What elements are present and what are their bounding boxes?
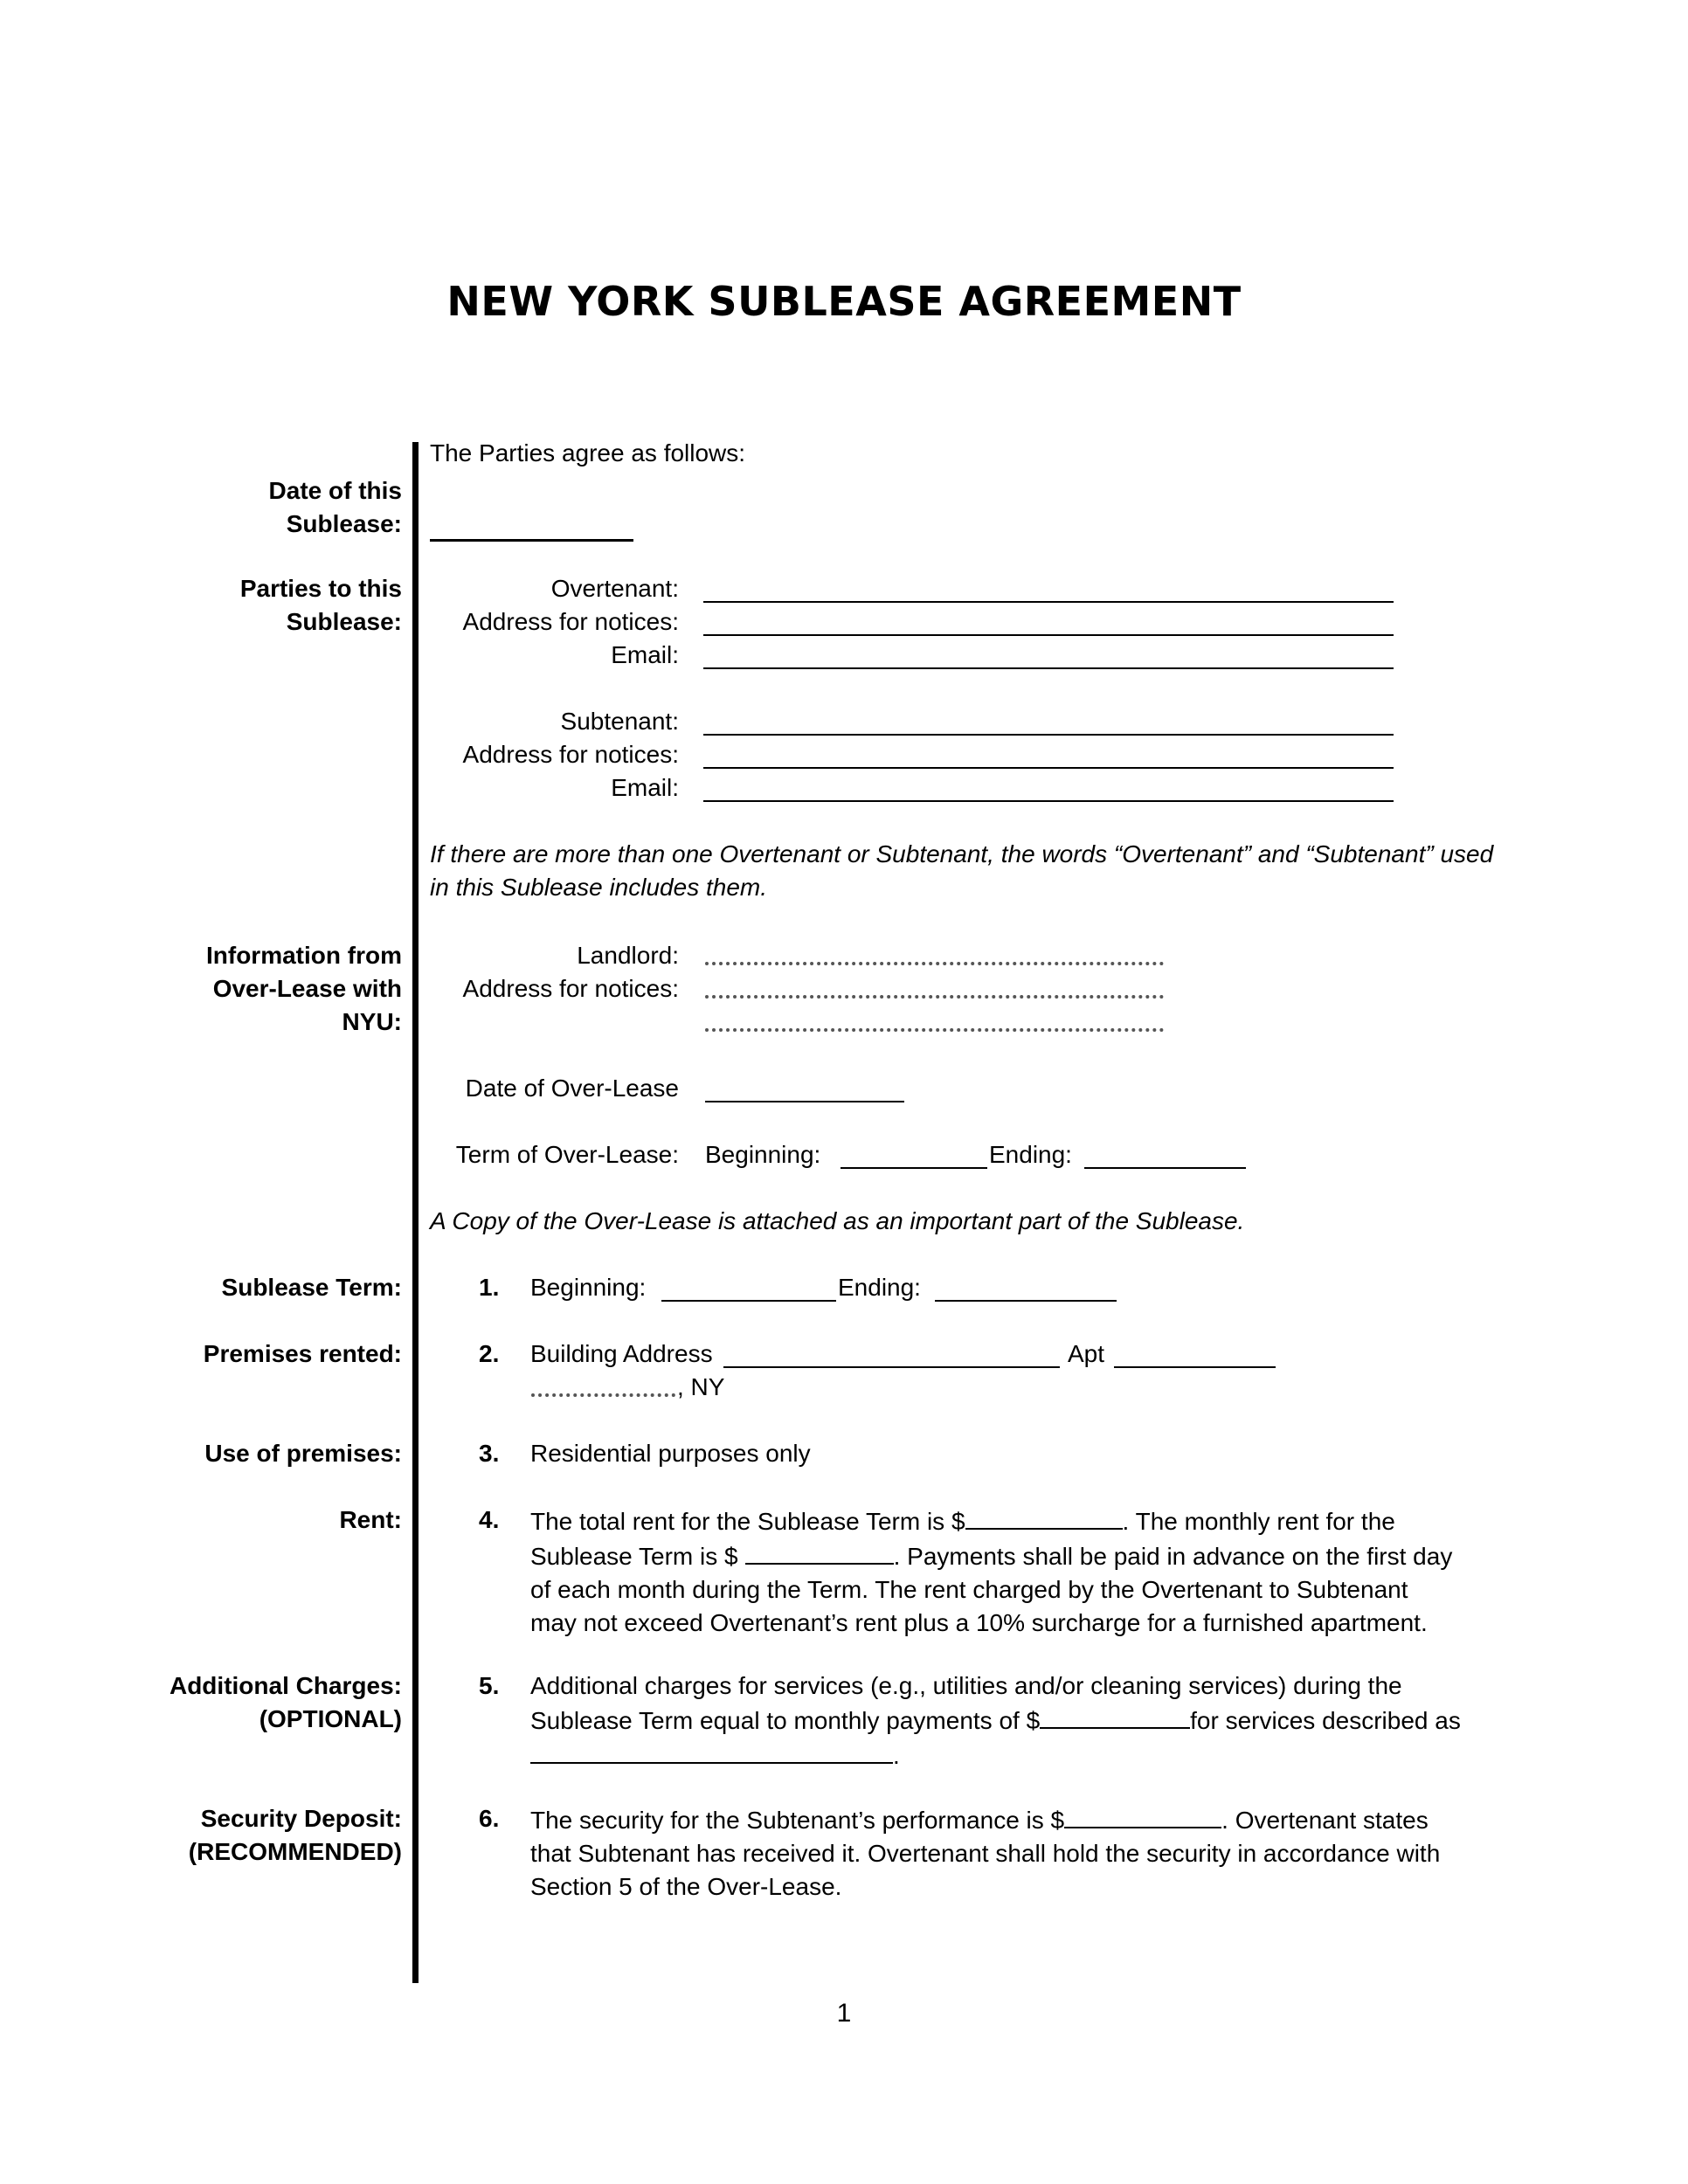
overlease-ending-label: Ending: [989,1141,1072,1168]
term-ending-label: Ending: [838,1274,921,1301]
subtenant-address-field[interactable] [703,767,1394,769]
building-address-field[interactable] [723,1366,1060,1368]
overtenant-label: Overtenant: [550,575,679,602]
side-label-overlease [35,939,402,1039]
rent-text: Sublease Term is $ [530,1543,738,1570]
side-label-line: Information from [206,942,402,969]
security-line-1 [530,1802,1483,1837]
ny-label: , NY [677,1373,725,1400]
side-label-line: (OPTIONAL) [259,1705,402,1732]
intro-text: The Parties agree as follows: [430,439,746,467]
multiple-parties-note: If there are more than one Overtenant or Subtenant, the words “Overtenant” and “Subtenant” used in this Sublease includes them. [430,840,1494,901]
overtenant-email-field[interactable] [703,667,1394,669]
item-number-5: 5. [479,1672,500,1699]
side-label-additional [35,1669,402,1736]
apt-label: Apt [1068,1340,1105,1367]
additional-text: . [893,1742,900,1769]
side-label-line: NYU: [342,1008,402,1035]
additional-text: for services described as [1190,1707,1461,1734]
overlease-date-field[interactable] [705,1101,904,1102]
security-line-2: that Subtenant has received it. Overtenant shall hold the security in accordance with [530,1840,1441,1867]
subtenant-field[interactable] [703,734,1394,736]
additional-line-3 [530,1738,1483,1773]
rent-line-2 [530,1538,1483,1573]
side-label-line: (RECOMMENDED) [188,1838,402,1865]
security-line-3: Section 5 of the Over-Lease. [530,1873,842,1900]
term-beginning-label: Beginning: [530,1274,647,1301]
side-label-security [35,1802,402,1869]
security-amount-field[interactable] [1064,1802,1221,1828]
side-label-line: Date of this [268,477,402,504]
term-beginning-field[interactable] [661,1300,836,1302]
city-field[interactable] [531,1393,675,1397]
security-text: The security for the Subtenant’s performance is $ [530,1807,1065,1834]
apt-field[interactable] [1114,1366,1276,1368]
overlease-beginning-label: Beginning: [705,1141,821,1168]
rent-paragraph [530,1503,1483,1640]
security-text: . Overtenant states [1221,1807,1429,1834]
overlease-beginning-field[interactable] [841,1167,987,1169]
subtenant-label: Subtenant: [560,708,679,735]
side-label-rent: Rent: [339,1506,402,1533]
side-label-parties [35,572,402,639]
rent-line-4: may not exceed Overtenant’s rent plus a 10% surcharge for a furnished apartment. [530,1609,1428,1636]
overtenant-address-field[interactable] [703,634,1394,636]
additional-charge-field[interactable] [1040,1703,1190,1729]
item-number-4: 4. [479,1506,500,1533]
side-label-line: Sublease: [286,510,402,537]
overtenant-email-label: Email: [611,641,679,668]
rent-line-3: of each month during the Term. The rent charged by the Overtenant to Subtenant [530,1576,1408,1603]
left-margin-rule [412,442,419,1983]
item-number-1: 1. [479,1274,500,1301]
overtenant-field[interactable] [703,601,1394,603]
subtenant-email-label: Email: [611,774,679,801]
side-label-line: Additional Charges: [169,1672,402,1699]
term-ending-field[interactable] [935,1300,1117,1302]
building-address-label: Building Address [530,1340,713,1367]
landlord-label: Landlord: [577,942,679,969]
landlord-address-field[interactable] [705,995,1164,999]
side-label-line: Over-Lease with [212,975,402,1002]
item-number-2: 2. [479,1340,500,1367]
total-rent-field[interactable] [965,1503,1123,1530]
rent-text: . Payments shall be paid in advance on the first day [893,1543,1453,1570]
side-label-line: Security Deposit: [200,1805,402,1832]
overlease-copy-note: A Copy of the Over-Lease is attached as an important part of the Sublease. [430,1207,1245,1234]
side-label-line: Sublease: [286,608,402,635]
item-number-3: 3. [479,1440,500,1467]
additional-line-1: Additional charges for services (e.g., utilities and/or cleaning services) during the [530,1672,1402,1699]
side-label-sublease-term: Sublease Term: [221,1274,402,1301]
side-label-line: Parties to this [239,575,402,602]
additional-line-2 [530,1703,1483,1738]
use-text: Residential purposes only [530,1440,811,1467]
sublease-date-field[interactable] [430,539,633,542]
overlease-ending-field[interactable] [1084,1167,1246,1169]
side-label-date [35,474,402,541]
landlord-field[interactable] [705,962,1164,965]
page-number: 1 [836,1999,852,2028]
overlease-date-label: Date of Over-Lease [465,1075,679,1102]
monthly-rent-field[interactable] [745,1538,894,1565]
rent-text: The total rent for the Sublease Term is $ [530,1508,965,1535]
services-description-field[interactable] [530,1738,893,1764]
side-label-use: Use of premises: [204,1440,402,1467]
item-number-6: 6. [479,1805,500,1832]
rent-text: . The monthly rent for the [1122,1508,1395,1535]
subtenant-email-field[interactable] [703,800,1394,802]
overtenant-address-label: Address for notices: [462,608,679,635]
subtenant-address-label: Address for notices: [462,741,679,768]
security-paragraph [530,1802,1483,1904]
landlord-address-field-2[interactable] [705,1028,1164,1032]
side-label-premises: Premises rented: [203,1340,402,1367]
overlease-term-label: Term of Over-Lease: [455,1141,679,1168]
additional-text: Sublease Term equal to monthly payments of $ [530,1707,1041,1734]
rent-line-1 [530,1503,1483,1538]
document-title: NEW YORK SUBLEASE AGREEMENT [446,278,1242,325]
additional-paragraph [530,1669,1483,1773]
landlord-address-label: Address for notices: [462,975,679,1002]
